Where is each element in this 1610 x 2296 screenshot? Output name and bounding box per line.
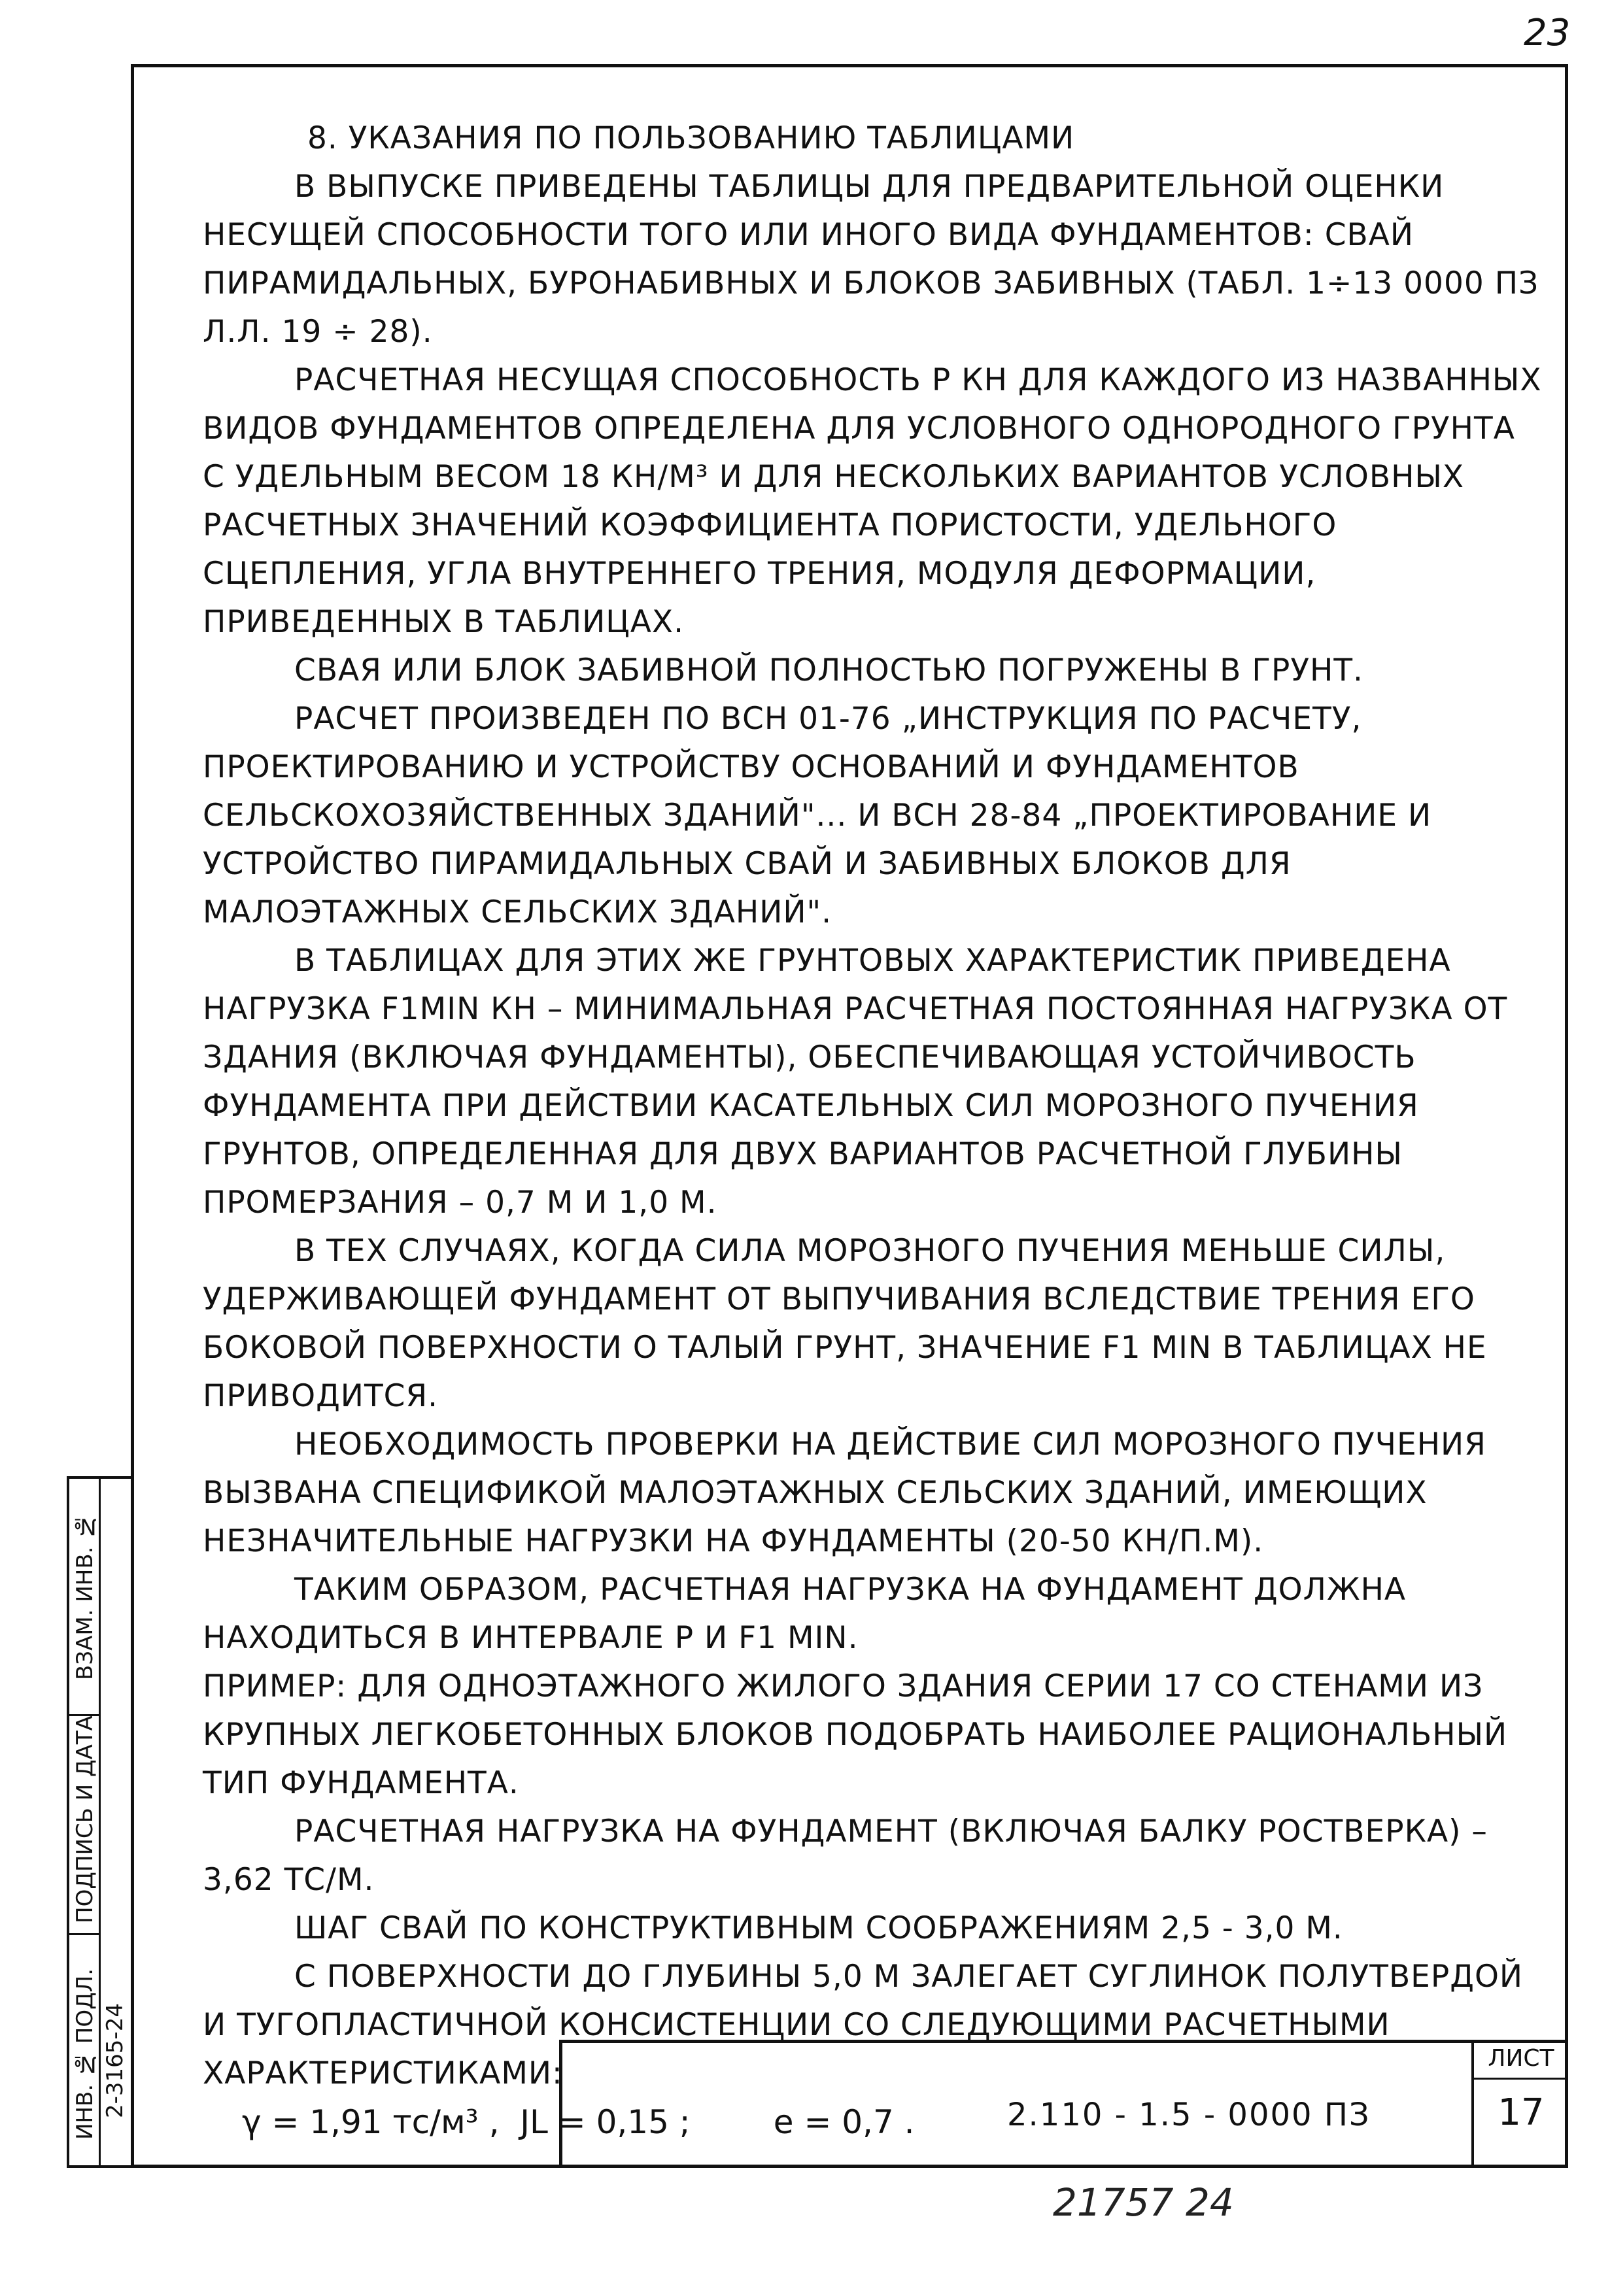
paragraph-7: НЕОБХОДИМОСТЬ ПРОВЕРКИ НА ДЕЙСТВИЕ СИЛ МОРОЗНОГО ПУЧЕНИЯ ВЫЗВАНА СПЕЦИФИКОЙ МАЛОЭТАЖНЫХ СЕЛЬСКИХ ЗДАНИЙ, ИМЕЮЩИХ НЕЗНАЧИТЕЛЬНЫЕ НАГРУЗКИ НА ФУНДАМЕНТЫ (20-50 КН/П.М). <box>203 1427 1486 1559</box>
soil-formula: γ = 1,91 тс/м³ , JL = 0,15 ; e = 0,7 . <box>242 2103 915 2141</box>
example-paragraph: ПРИМЕР: ДЛЯ ОДНОЭТАЖНОГО ЖИЛОГО ЗДАНИЯ СЕРИИ 17 СО СТЕНАМИ ИЗ КРУПНЫХ ЛЕГКОБЕТОННЫХ БЛОКОВ ПОДОБРАТЬ НАИБОЛЕЕ РАЦИОНАЛЬНЫЙ ТИП ФУНДАМЕНТА. <box>203 1668 1508 1801</box>
side-stamp-signature-date: ПОДПИСЬ И ДАТА <box>72 1715 98 1923</box>
title-block <box>559 2040 1568 2168</box>
paragraph-4: РАСЧЕТ ПРОИЗВЕДЕН ПО ВСН 01-76 „ИНСТРУКЦИЯ ПО РАСЧЕТУ, ПРОЕКТИРОВАНИЮ И УСТРОЙСТВУ ОСНОВАНИЙ И ФУНДАМЕНТОВ СЕЛЬСКОХОЗЯЙСТВЕННЫХ ЗДАНИЙ"... И ВСН 28-84 „ПРОЕКТИРОВАНИЕ И УСТРОЙСТВО ПИРАМИДАЛЬНЫХ СВАЙ И ЗАБИВНЫХ БЛОКОВ ДЛЯ МАЛОЭТАЖНЫХ СЕЛЬСКИХ ЗДАНИЙ". <box>203 701 1432 930</box>
side-stamp-vzam-inv: ВЗАМ. ИНВ. № <box>72 1513 98 1680</box>
paragraph-8: ТАКИМ ОБРАЗОМ, РАСЧЕТНАЯ НАГРУЗКА НА ФУНДАМЕНТ ДОЛЖНА НАХОДИТЬСЯ В ИНТЕРВАЛЕ Р И F1 MIN. <box>203 1572 1407 1656</box>
sheet-number: 17 <box>1498 2091 1545 2134</box>
side-stamp-inv-podl-value: 2-3165-24 <box>102 2003 128 2118</box>
paragraph-3: СВАЯ ИЛИ БЛОК ЗАБИВНОЙ ПОЛНОСТЬЮ ПОГРУЖЕНЫ В ГРУНТ. <box>294 652 1364 688</box>
side-stamp-line <box>69 1933 99 1935</box>
paragraph-2: РАСЧЕТНАЯ НЕСУЩАЯ СПОСОБНОСТЬ Р КН ДЛЯ КАЖДОГО ИЗ НАЗВАННЫХ ВИДОВ ФУНДАМЕНТОВ ОПРЕДЕЛЕНА ДЛЯ УСЛОВНОГО ОДНОРОДНОГО ГРУНТА С УДЕЛЬНЫМ ВЕСОМ 18 КН/М³ И ДЛЯ НЕСКОЛЬКИХ ВАРИАНТОВ УСЛОВНЫХ РАСЧЕТНЫХ ЗНАЧЕНИЙ КОЭФФИЦИЕНТА ПОРИСТОСТИ, УДЕЛЬНОГО СЦЕПЛЕНИЯ, УГЛА ВНУТРЕННЕГО ТРЕНИЯ, МОДУЛЯ ДЕФОРМАЦИИ, ПРИВЕДЕННЫХ В ТАБЛИЦАХ. <box>203 362 1542 640</box>
paragraph-11: С ПОВЕРХНОСТИ ДО ГЛУБИНЫ 5,0 М ЗАЛЕГАЕТ СУГЛИНОК ПОЛУТВЕРДОЙ И ТУГОПЛАСТИЧНОЙ КОНСИСТЕНЦИИ СО СЛЕДУЮЩИМИ РАСЧЕТНЫМИ ХАРАКТЕРИСТИКАМИ: <box>203 1959 1524 2091</box>
paragraph-1: В ВЫПУСКЕ ПРИВЕДЕНЫ ТАБЛИЦЫ ДЛЯ ПРЕДВАРИТЕЛЬНОЙ ОЦЕНКИ НЕСУЩЕЙ СПОСОБНОСТИ ТОГО ИЛИ ИНОГО ВИДА ФУНДАМЕНТОВ: СВАЙ ПИРАМИДАЛЬНЫХ, БУРОНАБИВНЫХ И БЛОКОВ ЗАБИВНЫХ (ТАБЛ. 1÷13 0000 ПЗ Л.Л. 19 ÷ 28). <box>203 169 1539 350</box>
side-stamp <box>67 1476 131 2168</box>
text-body <box>203 114 1543 2146</box>
page-number: 23 <box>1524 12 1571 54</box>
paragraph-10: ШАГ СВАЙ ПО КОНСТРУКТИВНЫМ СООБРАЖЕНИЯМ 2,5 - 3,0 М. <box>294 1910 1343 1946</box>
paragraph-9: РАСЧЕТНАЯ НАГРУЗКА НА ФУНДАМЕНТ (ВКЛЮЧАЯ БАЛКУ РОСТВЕРКА) – 3,62 ТС/М. <box>203 1814 1488 1898</box>
bottom-handwritten-note: 21757 24 <box>1053 2180 1234 2225</box>
side-stamp-inv-podl: ИНВ. № ПОДЛ. <box>72 1968 98 2140</box>
paragraph-6: В ТЕХ СЛУЧАЯХ, КОГДА СИЛА МОРОЗНОГО ПУЧЕНИЯ МЕНЬШЕ СИЛЫ, УДЕРЖИВАЮЩЕЙ ФУНДАМЕНТ ОТ ВЫПУЧИВАНИЯ ВСЛЕДСТВИЕ ТРЕНИЯ ЕГО БОКОВОЙ ПОВЕРХНОСТИ О ТАЛЫЙ ГРУНТ, ЗНАЧЕНИЕ F1 MIN В ТАБЛИЦАХ НЕ ПРИВОДИТСЯ. <box>203 1233 1487 1414</box>
side-stamp-divider <box>99 1479 101 2165</box>
sheet-box <box>1471 2040 1568 2168</box>
section-heading: 8. УКАЗАНИЯ ПО ПОЛЬЗОВАНИЮ ТАБЛИЦАМИ <box>307 120 1075 156</box>
paragraph-5: В ТАБЛИЦАХ ДЛЯ ЭТИХ ЖЕ ГРУНТОВЫХ ХАРАКТЕРИСТИК ПРИВЕДЕНА НАГРУЗКА F1MIN КН – МИНИМАЛЬНАЯ РАСЧЕТНАЯ ПОСТОЯННАЯ НАГРУЗКА ОТ ЗДАНИЯ (ВКЛЮЧАЯ ФУНДАМЕНТЫ), ОБЕСПЕЧИВАЮЩАЯ УСТОЙЧИВОСТЬ ФУНДАМЕНТА ПРИ ДЕЙСТВИИ КАСАТЕЛЬНЫХ СИЛ МОРОЗНОГО ПУЧЕНИЯ ГРУНТОВ, ОПРЕДЕЛЕННАЯ ДЛЯ ДВУХ ВАРИАНТОВ РАСЧЕТНОЙ ГЛУБИНЫ ПРОМЕРЗАНИЯ – 0,7 М И 1,0 М. <box>203 943 1508 1221</box>
document-code: 2.110 - 1.5 - 0000 ПЗ <box>1007 2097 1371 2133</box>
sheet-label: ЛИСТ <box>1474 2040 1568 2080</box>
